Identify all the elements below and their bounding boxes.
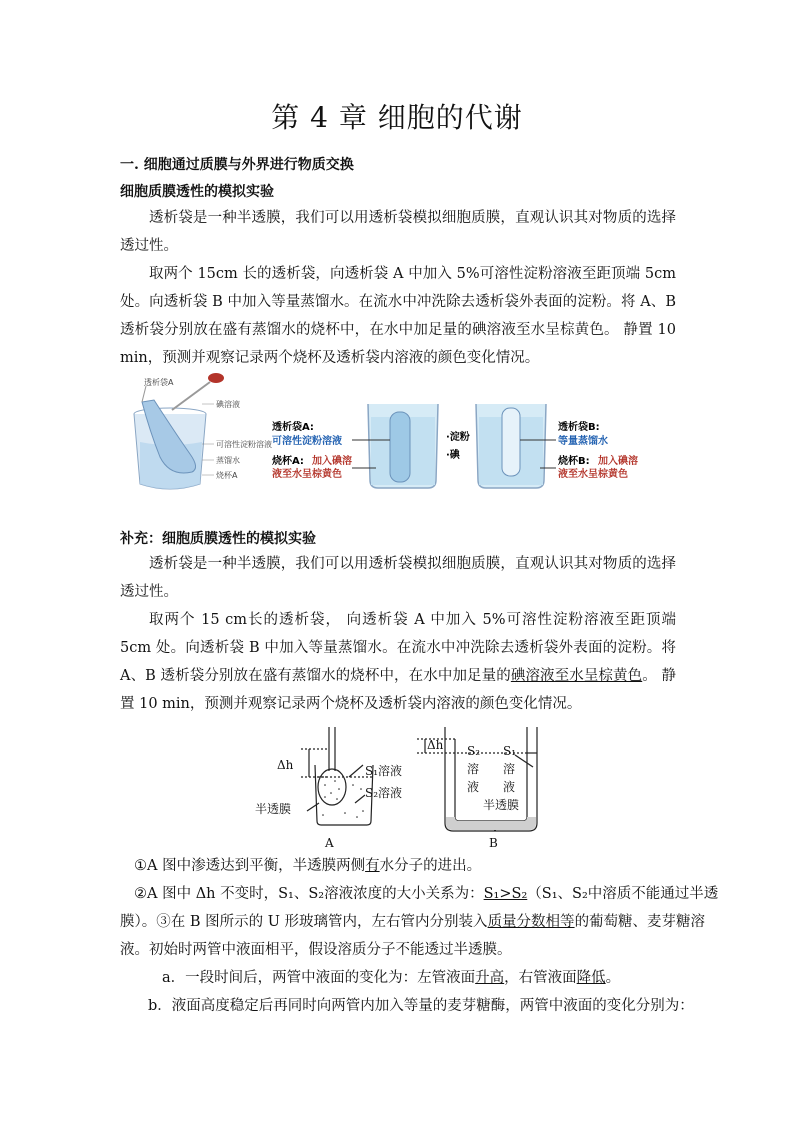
- label-bag-a-small: 透析袋A: [144, 378, 174, 387]
- note-3-text-a: a．一段时间后，两管中液面的变化为：左管液面: [162, 970, 476, 986]
- label-rong-left: 溶: [467, 762, 480, 776]
- label-delta-h-a: Δh: [277, 758, 294, 772]
- note-1-underline: 有: [365, 858, 380, 874]
- legend-iodine: ·碘: [446, 450, 460, 461]
- label-bag-b-content: 等量蒸馏水: [558, 436, 608, 447]
- label-beaker-b: 烧杯B:: [558, 456, 590, 467]
- note-1: [134, 852, 481, 880]
- note-2-underline: S₁>S₂: [483, 886, 528, 902]
- note-3-underline-2: 降低: [576, 970, 606, 986]
- label-ye-left: 液: [467, 780, 480, 794]
- note-1-text-b: 水分子的进出。: [379, 858, 482, 874]
- label-water-small: 蒸馏水: [216, 456, 240, 465]
- paragraph-4-text-1: 取两个 15 cm长的透析袋， 向透析袋 A 中加入 5%可溶性淀粉溶液至距顶端 5cm 处。向透析袋 B 中加入等量蒸馏水。在流水中冲洗除去透析袋外表面的淀粉。将 A、B 透析袋分别放在盛有蒸馏水的烧杯中，在水中加足量的: [120, 612, 676, 684]
- figure-b-fill: [446, 817, 536, 830]
- label-ye-right: 液: [503, 780, 516, 794]
- paragraph-4-text-2: 。 静置 10 min，预测并观察记录两个烧杯及透析袋内溶液的颜色变化情况。: [120, 668, 677, 712]
- note-3-underline-1: 升高: [475, 970, 505, 986]
- beaker-a-schematic: [352, 404, 438, 488]
- label-rong-right: 溶: [503, 762, 516, 776]
- note-2b-underline: 质量分数相等: [487, 914, 575, 930]
- note-3-text-b: ，右管液面: [504, 970, 577, 986]
- label-beaker-b-content-2: 液至水呈棕黄色: [558, 469, 628, 480]
- label-a: A: [325, 836, 334, 850]
- paragraph-2: 取两个 15cm 长的透析袋，向透析袋 A 中加入 5%可溶性淀粉溶液至距顶端 5cm 处。向透析袋 B 中加入等量蒸馏水。在流水中冲洗除去透析袋外表面的淀粉。将 A、B 透析袋分别放在盛有蒸馏水的烧杯中，在水中加足量的碘溶液至水呈棕黄色。 静置 10 min，预测并观察记录两个烧杯及透析袋内溶液的颜色变化情况。: [120, 266, 676, 366]
- section-heading: 一. 细胞通过质膜与外界进行物质交换: [120, 157, 354, 173]
- note-2b-text-a: 膜）。③在 B 图所示的 U 形玻璃管内，左右管内分别装入: [120, 914, 488, 930]
- label-beaker-a-content-2: 液至水呈棕黄色: [272, 469, 342, 480]
- subsection-heading-2: 补充：细胞质膜透性的模拟实验: [120, 531, 316, 547]
- note-2-text-b: （S₁、S₂中溶质不能通过半透: [527, 886, 719, 902]
- dialysis-experiment-figure: [120, 372, 680, 497]
- label-delta-h-b: Δh: [427, 738, 444, 752]
- label-s1-b: S₁: [503, 744, 517, 758]
- label-b: B: [489, 836, 498, 850]
- osmosis-figure: [245, 725, 555, 853]
- label-beaker-a-small: 烧杯A: [216, 471, 238, 480]
- label-iodine-small: 碘溶液: [216, 400, 240, 409]
- label-s2-b: S₂: [467, 744, 481, 758]
- label-membrane-a: 半透膜: [255, 802, 292, 816]
- subsection-heading: 细胞质膜透性的模拟实验: [120, 184, 274, 200]
- paragraph-4: [120, 606, 676, 718]
- note-2-text-a: ②A 图中 Δh 不变时，S₁、S₂溶液浓度的大小关系为：: [134, 886, 484, 902]
- label-beaker-a: 烧杯A:: [272, 456, 304, 467]
- figure-a: [301, 727, 373, 825]
- note-2-continued-2: 液。初始时两管中液面相平，假设溶质分子不能透过半透膜。: [120, 942, 512, 958]
- label-bag-a-content: 可溶性淀粉溶液: [272, 436, 342, 447]
- label-bag-b: 透析袋B:: [558, 422, 600, 433]
- paragraph-3: 透析袋是一种半透膜，我们可以用透析袋模拟细胞质膜，直观认识其对物质的选择透过性。: [120, 556, 676, 600]
- label-beaker-b-content-1: 加入碘溶: [598, 456, 638, 467]
- label-s1-solution: S₁溶液: [365, 764, 403, 778]
- legend-starch: ·淀粉: [446, 432, 470, 443]
- beaker-b-schematic: [476, 404, 556, 488]
- label-starch-small: 可溶性淀粉溶液: [216, 440, 272, 449]
- note-3-text-c: 。: [605, 970, 621, 986]
- page-title: 第 4 章 细胞的代谢: [271, 101, 523, 134]
- note-2b-text-b: 的葡萄糖、麦芽糖溶: [574, 914, 706, 930]
- note-3: [162, 964, 620, 992]
- paragraph-1: 透析袋是一种半透膜，我们可以用透析袋模拟细胞质膜，直观认识其对物质的选择透过性。: [120, 210, 676, 254]
- note-1-text-a: ①A 图中渗透达到平衡，半透膜两侧: [134, 858, 366, 874]
- note-2: [134, 880, 718, 908]
- beaker-a-illustration: [134, 373, 224, 489]
- label-beaker-a-content-1: 加入碘溶: [312, 456, 352, 467]
- note-4: b．液面高度稳定后再同时向两管内加入等量的麦芽糖酶，两管中液面的变化分别为：: [148, 998, 694, 1014]
- note-2-continued: [120, 908, 705, 936]
- label-bag-a: 透析袋A:: [272, 422, 314, 433]
- label-s2-solution: S₂溶液: [365, 786, 403, 800]
- label-membrane-b: 半透膜: [483, 798, 520, 812]
- paragraph-4-underline: 碘溶液至水呈棕黄色: [510, 668, 643, 684]
